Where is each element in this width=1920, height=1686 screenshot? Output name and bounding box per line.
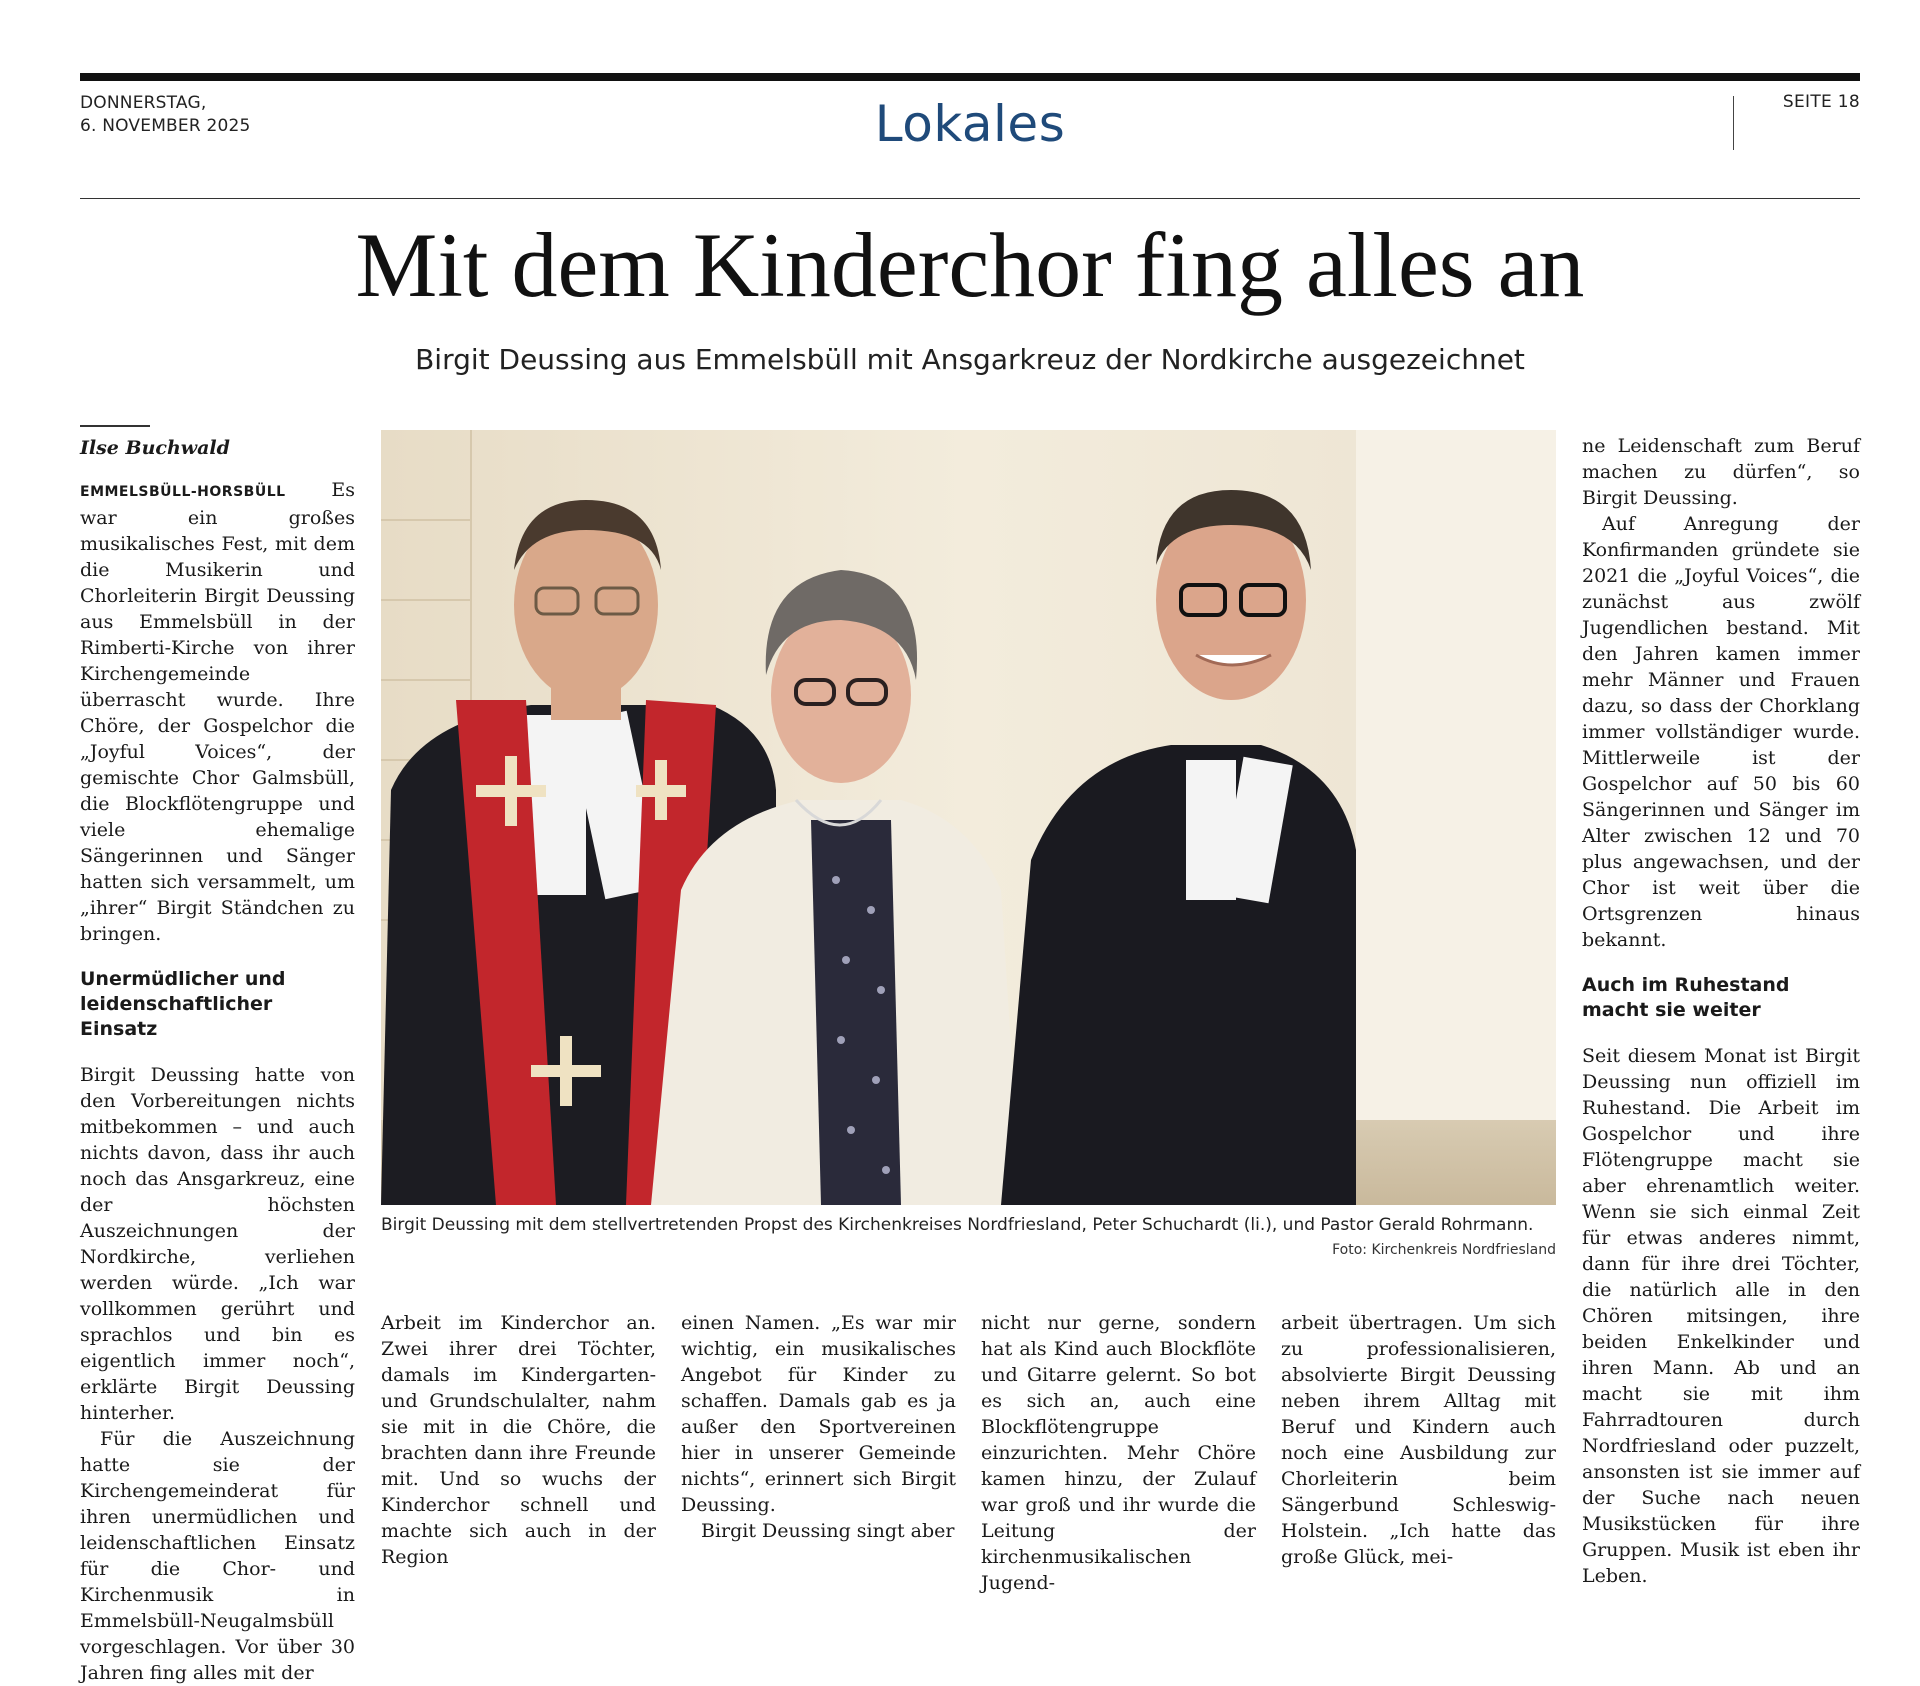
paragraph: Arbeit im Kinderchor an. Zwei ihrer drei Töchter, damals im Kindergarten- und Grundschulalter, nahm sie mit in die Chöre, die brachten dann ihre Freunde mit. Und so wuchs der Kinderchor schnell und machte sich auch in der Region <box>381 1312 656 1568</box>
article-photo <box>381 430 1556 1205</box>
page-number: SEITE 18 <box>1782 92 1860 112</box>
paragraph: Seit diesem Monat ist Birgit Deussing nun offiziell im Ruhestand. Die Arbeit im Gospelchor und ihre Flötengruppe macht sie aber ehrenamtlich weiter. Wenn sie sich einmal Zeit für etwas anderes nimmt, dann für ihre drei Töchter, die natürlich alle in den Chören mitsingen, ihre beiden Enkelkinder und ihren Mann. Ab und an macht sie mit ihm Fahrradtouren durch Nordfriesland oder puzzelt, ansonsten ist sie immer auf der Suche nach neuen Musikstücken für ihre Gruppen. Musik ist eben ihr Leben. <box>1582 1045 1860 1587</box>
article-column-4 <box>981 1310 1256 1596</box>
top-rule <box>80 73 1860 81</box>
article-column-1 <box>80 425 355 1686</box>
article-column-3 <box>681 1310 956 1544</box>
author-name: Ilse Buchwald <box>80 437 230 459</box>
subhead-1: Unermüdlicher und leidenschaftlicher Einsatz <box>80 968 286 1040</box>
article-column-6 <box>1582 433 1860 1589</box>
issue-weekday: DONNERSTAG, <box>80 93 207 113</box>
paragraph: ne Leidenschaft zum Beruf machen zu dürfen“, so Birgit Deussing. <box>1582 435 1860 509</box>
header-divider <box>1733 96 1734 150</box>
paragraph: Für die Auszeichnung hatte sie der Kirchengemeinderat für ihren unermüdlichen und leidenschaftlichen Einsatz für die Chor- und Kirchenmusik in Emmelsbüll-Neugalmsbüll vorgeschlagen. Vor über 30 Jahren fing alles mit der <box>80 1428 355 1684</box>
article-column-2 <box>381 1310 656 1570</box>
dateline: EMMELSBÜLL-HORSBÜLL <box>80 484 286 500</box>
article-column-5 <box>1281 1310 1556 1570</box>
section-title: Lokales <box>874 95 1066 153</box>
headline: Mit dem Kinderchor fing alles an <box>355 214 1585 316</box>
subheadline: Birgit Deussing aus Emmelsbüll mit Ansgarkreuz der Nordkirche ausgezeichnet <box>415 343 1525 376</box>
subhead-2: Auch im Ruhestand macht sie weiter <box>1582 974 1790 1021</box>
author-rule <box>80 425 150 427</box>
paragraph: nicht nur gerne, sondern hat als Kind auch Blockflöte und Gitarre gelernt. So bot es sich an, auch eine Blockflötengruppe einzurichten. Mehr Chöre kamen hinzu, der Zulauf war groß und ihr wurde die Leitung der kirchenmusikalischen Jugend- <box>981 1312 1256 1594</box>
paragraph: arbeit übertragen. Um sich zu professionalisieren, absolvierte Birgit Deussing neben ihrem Alltag mit Beruf und Kindern auch noch eine Ausbildung zur Chorleiterin beim Sängerbund Schleswig-Holstein. „Ich hatte das große Glück, mei- <box>1281 1312 1556 1568</box>
paragraph: Birgit Deussing hatte von den Vorbereitungen nichts mitbekommen – und auch nichts davon, dass ihr auch noch das Ansgarkreuz, eine der höchsten Auszeichnungen der Nordkirche, verliehen werden würde. „Ich war vollkommen gerührt und sprachlos und bin es eigentlich immer noch“, erklärte Birgit Deussing hinterher. <box>80 1064 355 1424</box>
photo-caption: Birgit Deussing mit dem stellvertretenden Propst des Kirchenkreises Nordfriesland, Peter Schuchardt (li.), und Pastor Gerald Rohrmann. <box>381 1215 1534 1235</box>
issue-full-date: 6. NOVEMBER 2025 <box>80 116 251 136</box>
lead-paragraph <box>80 477 355 947</box>
header-rule <box>80 198 1860 199</box>
paragraph: Birgit Deussing singt aber <box>701 1520 955 1542</box>
paragraph: Auf Anregung der Konfirmanden gründete sie 2021 die „Joyful Voices“, die zunächst aus zwölf Jugendlichen bestand. Mit den Jahren kamen immer mehr Männer und Frauen dazu, so dass der Chorklang immer vollständiger wurde. Mittlerweile ist der Gospelchor auf 50 bis 60 Sängerinnen und Sänger im Alter zwischen 12 und 70 plus angewachsen, und der Chor ist weit über die Ortsgrenzen hinaus bekannt. <box>1582 513 1860 951</box>
lead-text: Es war ein großes musikalisches Fest, mit dem die Musikerin und Chorleiterin Birgit Deussing aus Emmelsbüll in der Rimberti-Kirche von ihrer Kirchengemeinde überrascht wurde. Ihre Chöre, der Gospelchor die „Joyful Voices“, der gemischte Chor Galmsbüll, die Blockflötengruppe und viele ehemalige Sängerinnen und Sänger hatten sich versammelt, um „ihrer“ Birgit Ständchen zu bringen. <box>80 479 355 945</box>
photo-credit: Foto: Kirchenkreis Nordfriesland <box>1332 1242 1556 1258</box>
paragraph: einen Namen. „Es war mir wichtig, ein musikalisches Angebot für Kinder zu schaffen. Damals gab es ja außer den Sportvereinen hier in unserer Gemeinde nichts“, erinnert sich Birgit Deussing. <box>681 1312 956 1516</box>
